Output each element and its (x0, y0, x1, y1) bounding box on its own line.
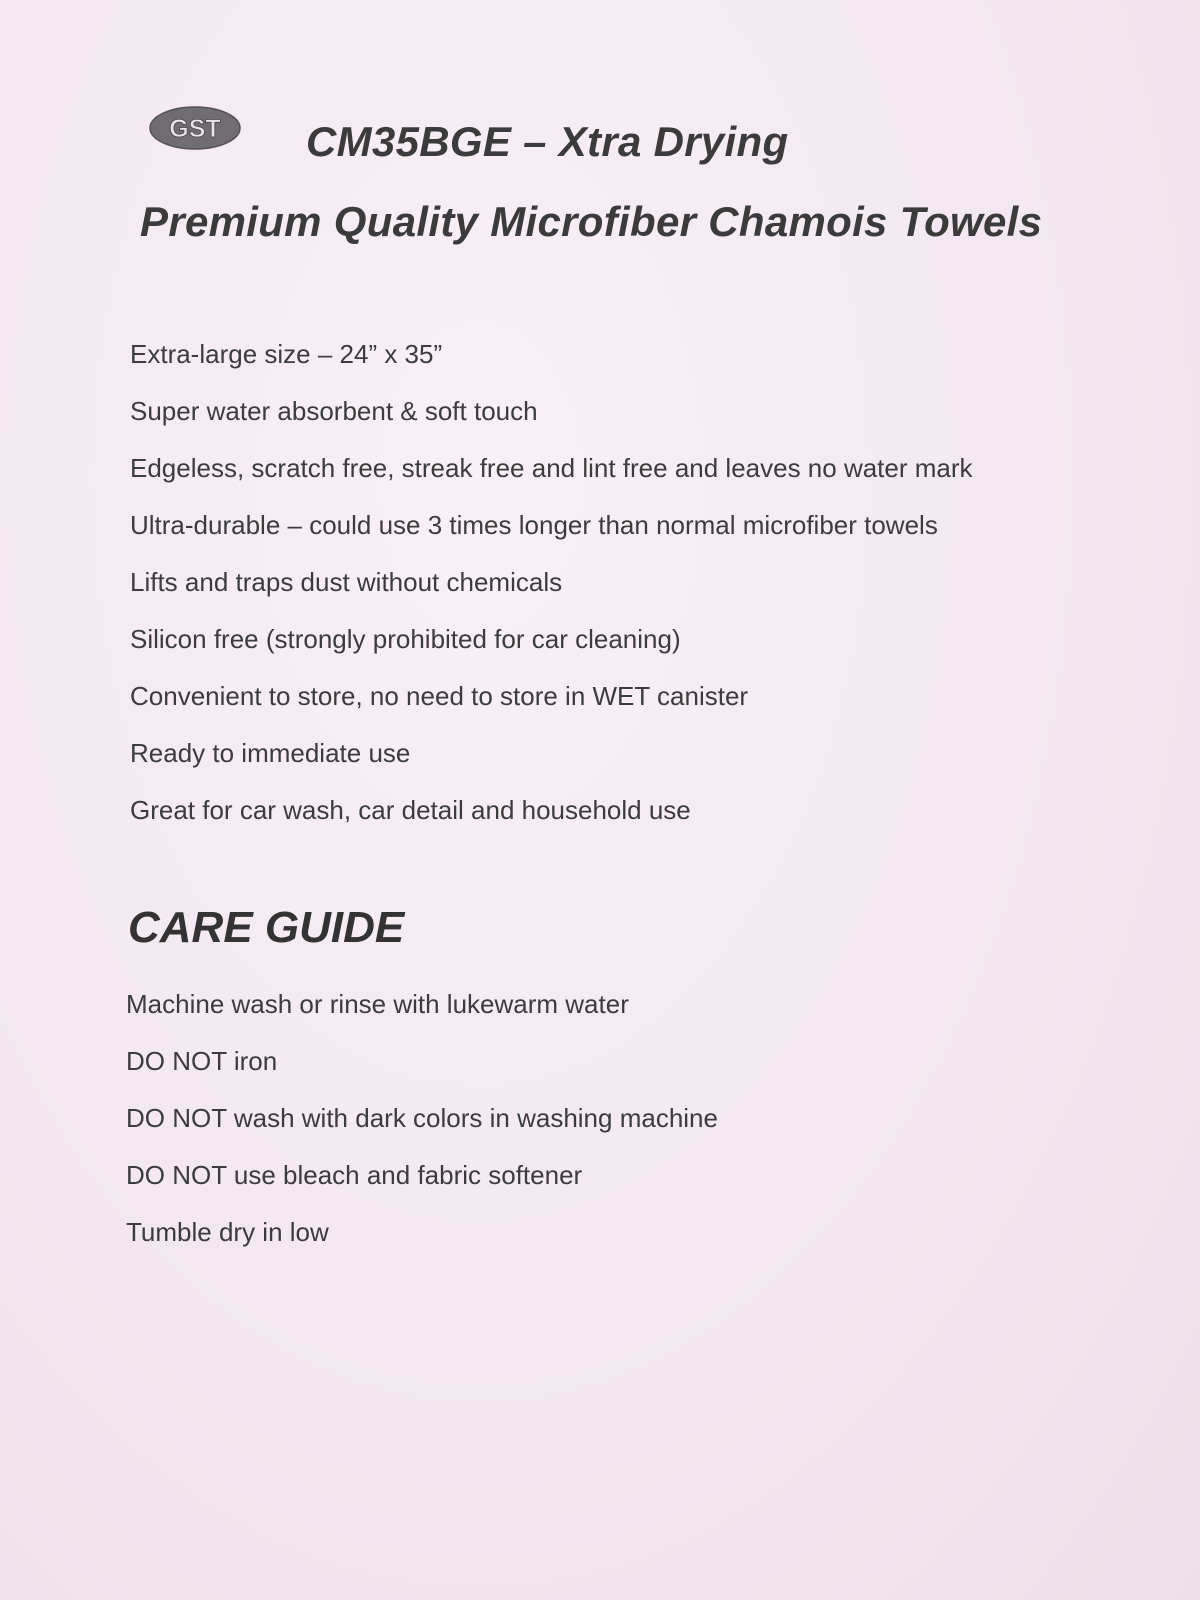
care-item: DO NOT use bleach and fabric softener (126, 1160, 583, 1190)
feature-item: Extra-large size – 24” x 35” (130, 339, 443, 369)
feature-item: Lifts and traps dust without chemicals (130, 567, 563, 597)
feature-list (130, 326, 973, 839)
care-item: DO NOT iron (126, 1046, 278, 1076)
care-item: Machine wash or rinse with lukewarm water (126, 989, 629, 1019)
feature-item: Ready to immediate use (130, 738, 411, 768)
feature-item: Silicon free (strongly prohibited for car cleaning) (130, 624, 681, 654)
gst-logo-mark (148, 105, 242, 151)
care-guide-heading: CARE GUIDE (128, 903, 405, 952)
feature-item: Great for car wash, car detail and household use (130, 795, 691, 825)
feature-item: Ultra-durable – could use 3 times longer than normal microfiber towels (130, 510, 938, 540)
care-guide-list (126, 976, 718, 1261)
feature-item: Super water absorbent & soft touch (130, 396, 538, 426)
logo-text: GST (169, 115, 221, 143)
care-item: Tumble dry in low (126, 1217, 329, 1247)
care-item: DO NOT wash with dark colors in washing machine (126, 1103, 718, 1133)
gst-logo (148, 105, 242, 151)
product-title: CM35BGE – Xtra Drying (306, 118, 789, 165)
feature-item: Edgeless, scratch free, streak free and lint free and leaves no water mark (130, 453, 973, 483)
product-subtitle: Premium Quality Microfiber Chamois Towels (140, 198, 1043, 245)
feature-item: Convenient to store, no need to store in WET canister (130, 681, 749, 711)
